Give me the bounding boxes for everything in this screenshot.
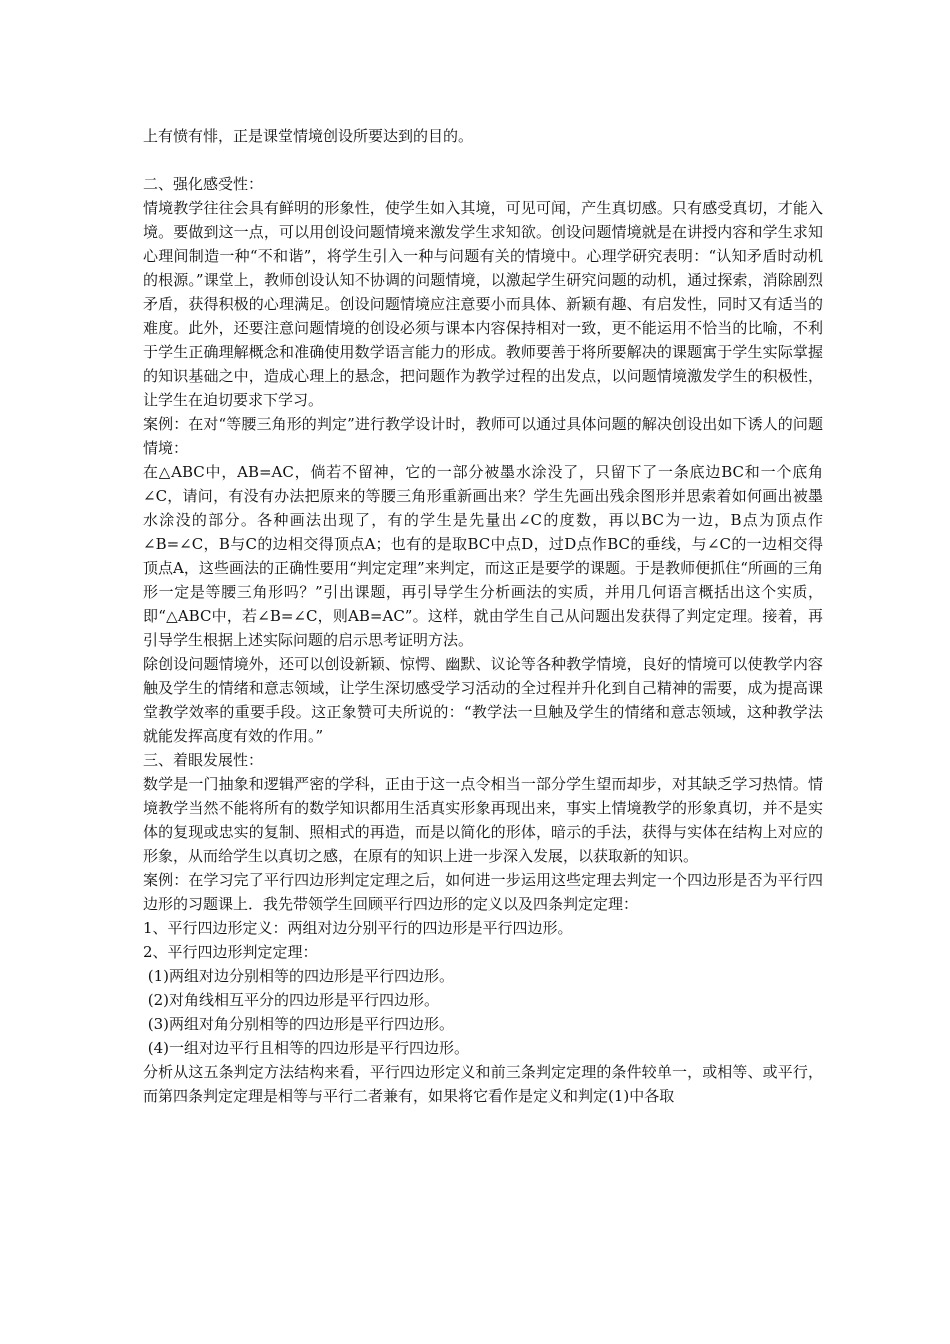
list-item-theorem-2: (2)对角线相互平分的四边形是平行四边形。 xyxy=(143,991,440,1009)
list-item-definition: 1、平行四边形定义：两组对边分别平行的四边形是平行四边形。 xyxy=(143,919,573,937)
document-page xyxy=(143,124,828,1108)
paragraph-analysis: 分析从这五条判定方法结构来看，平行四边形定义和前三条判定定理的条件较单一，或相等、或平行，而第四条判定定理是相等与平行二者兼有，如果将它看作是定义和判定(1)中各取 xyxy=(143,1063,823,1105)
list-item-theorems: 2、平行四边形判定定理： xyxy=(143,943,318,961)
section-heading-2: 二、强化感受性： xyxy=(143,175,264,193)
paragraph-case-isosceles-intro: 案例：在对“等腰三角形的判定”进行教学设计时，教师可以通过具体问题的解决创设出如下诱人的问题情境： xyxy=(143,415,823,457)
list-item-theorem-1: (1)两组对边分别相等的四边形是平行四边形。 xyxy=(143,967,455,985)
paragraph-closing-line: 上有愤有悱，正是课堂情境创设所要达到的目的。 xyxy=(143,127,474,145)
paragraph-other-situations: 除创设问题情境外，还可以创设新颖、惊愕、幽默、议论等各种教学情境，良好的情境可以使教学内容触及学生的情绪和意志领域，让学生深切感受学习活动的全过程并升化到自己精神的需要，成为提高课堂教学效率的重要手段。这正象赞可夫所说的：“教学法一旦触及学生的情绪和意志领域，这种教学法就能发挥高度有效的作用。” xyxy=(143,655,823,745)
section-heading-3: 三、着眼发展性： xyxy=(143,751,264,769)
blank-line xyxy=(143,148,823,172)
paragraph-case-parallelogram: 案例：在学习完了平行四边形判定定理之后，如何进一步运用这些定理去判定一个四边形是否为平行四边形的习题课上．我先带领学生回顾平行四边形的定义以及四条判定定理： xyxy=(143,871,823,913)
paragraph-situational-teaching: 情境教学往往会具有鲜明的形象性，使学生如入其境，可见可闻，产生真切感。只有感受真切，才能入境。要做到这一点，可以用创设问题情境来激发学生求知欲。创设问题情境就是在讲授内容和学生求知心理间制造一种“不和谐”，将学生引入一种与问题有关的情境中。心理学研究表明：“认知矛盾时动机的根源。”课堂上，教师创设认知不协调的问题情境，以激起学生研究问题的动机，通过探索，消除剧烈矛盾，获得积极的心理满足。创设问题情境应注意要小而具体、新颖有趣、有启发性，同时又有适当的难度。此外，还要注意问题情境的创设必须与课本内容保持相对一致，更不能运用不恰当的比喻，不利于学生正确理解概念和准确使用数学语言能力的形成。教师要善于将所要解决的课题寓于学生实际掌握的知识基础之中，造成心理上的悬念，把问题作为教学过程的出发点，以问题情境激发学生的积极性，让学生在迫切要求下学习。 xyxy=(143,199,823,409)
list-item-theorem-4: (4)一组对边平行且相等的四边形是平行四边形。 xyxy=(143,1039,470,1057)
paragraph-abstract-math: 数学是一门抽象和逻辑严密的学科，正由于这一点令相当一部分学生望而却步，对其缺乏学习热情。情境教学当然不能将所有的数学知识都用生活真实形象再现出来，事实上情境教学的形象真切，并不是实体的复现或忠实的复制、照相式的再造，而是以简化的形体，暗示的手法，获得与实体在结构上对应的形象，从而给学生以真切之感，在原有的知识上进一步深入发展，以获取新的知识。 xyxy=(143,775,823,865)
list-item-theorem-3: (3)两组对角分别相等的四边形是平行四边形。 xyxy=(143,1015,455,1033)
paragraph-case-isosceles-body: 在△ABC中，AB=AC，倘若不留神，它的一部分被墨水涂没了，只留下了一条底边BC和一个底角 ∠C，请问，有没有办法把原来的等腰三角形重新画出来？学生先画出残余图形并思索着如何画出被墨水涂没的部分。各种画法出现了，有的学生是先量出∠C的度数，再以BC为一边，B点为顶点作∠B=∠C，B与C的边相交得顶点A；也有的是取BC中点D，过D点作BC的垂线，与∠C的一边相交得顶点A，这些画法的正确性要用“判定定理”来判定，而这正是要学的课题。于是教师便抓住“所画的三角形一定是等腰三角形吗？”引出课题，再引导学生分析画法的实质，并用几何语言概括出这个实质，即“△ABC中，若∠B=∠C，则AB=AC”。这样，就由学生自己从问题出发获得了判定定理。接着，再引导学生根据上述实际问题的启示思考证明方法。 xyxy=(143,463,828,649)
